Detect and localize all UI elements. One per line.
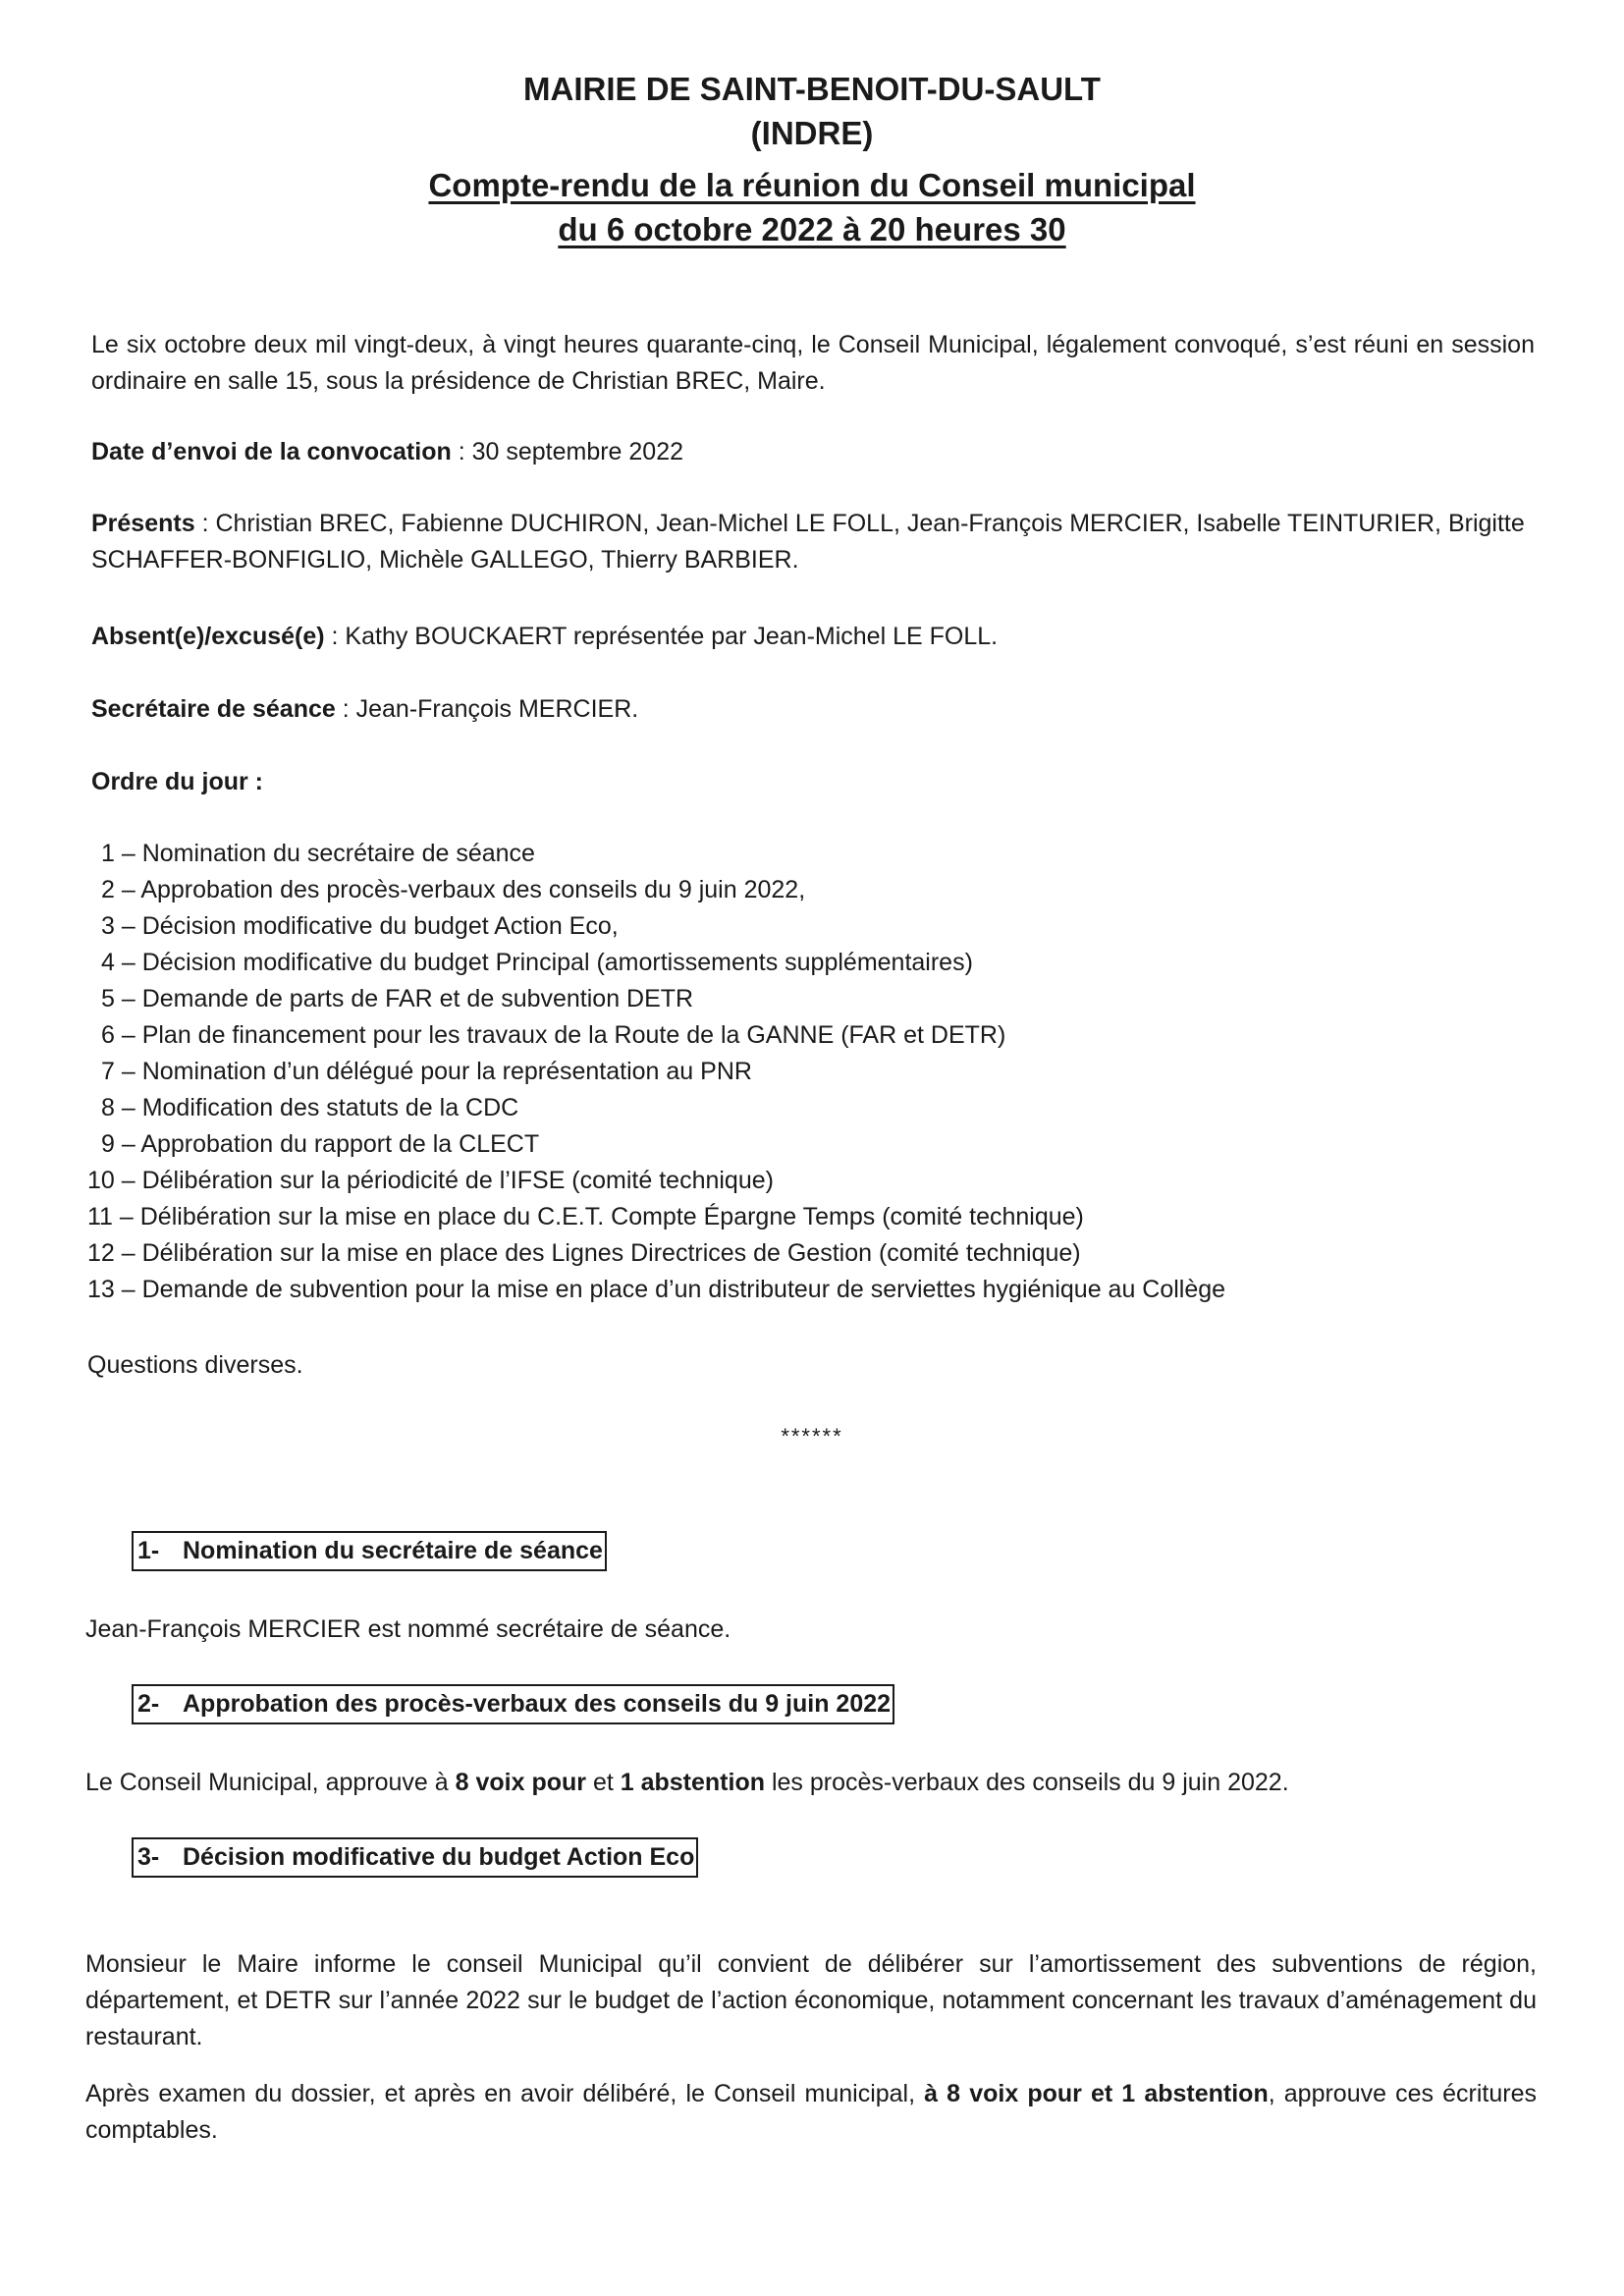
section-1-text: Jean-François MERCIER est nommé secrétaire de séance. — [85, 1615, 731, 1643]
report-date: du 6 octobre 2022 à 20 heures 30 — [558, 211, 1066, 247]
agenda-item: 1 – Nomination du secrétaire de séance — [101, 840, 535, 867]
absents-value: : Kathy BOUCKAERT représentée par Jean-Michel LE FOLL. — [324, 623, 999, 650]
presents-value: : Christian BREC, Fabienne DUCHIRON, Jean-Michel LE FOLL, Jean-François MERCIER, Isabelle TEINTURIER, Brigitte SCHAFFER-BONFIGLIO, Michèle GALLEGO, Thierry BARBIER. — [91, 510, 1525, 574]
secretaire-value: : Jean-François MERCIER. — [335, 695, 639, 723]
section-1-heading — [132, 1531, 607, 1571]
agenda-item: 11 – Délibération sur la mise en place du C.E.T. Compte Épargne Temps (comité technique) — [87, 1203, 1084, 1230]
text-run: , approuve ces écritures comptables. — [85, 2080, 1538, 2144]
vote-pour: 8 voix pour — [455, 1769, 586, 1796]
convocation-label: Date d’envoi de la convocation — [91, 438, 452, 465]
presents-label: Présents — [91, 510, 195, 537]
absents-label: Absent(e)/excusé(e) — [91, 623, 325, 650]
mairie-title: MAIRIE DE SAINT-BENOIT-DU-SAULT — [523, 71, 1101, 107]
section-2-text — [85, 1765, 1529, 1801]
text-run: Après examen du dossier, et après en avoir délibéré, le Conseil municipal, — [85, 2080, 925, 2107]
section-3-heading — [132, 1837, 698, 1878]
agenda-item: 9 – Approbation du rapport de la CLECT — [101, 1130, 540, 1158]
section-title: Décision modificative du budget Action Eco — [183, 1843, 695, 1871]
department-title: (INDRE) — [750, 115, 874, 151]
text-run: et — [586, 1769, 621, 1796]
convocation-value: : 30 septembre 2022 — [451, 438, 684, 465]
section-number: 2- — [137, 1690, 160, 1718]
agenda-item: 3 – Décision modificative du budget Action Eco, — [101, 912, 619, 940]
section-2-heading — [132, 1684, 894, 1724]
ordre-du-jour-label: Ordre du jour : — [91, 768, 263, 795]
absents-line — [91, 619, 1535, 655]
section-number: 3- — [137, 1843, 160, 1871]
questions-diverses: Questions diverses. — [87, 1351, 303, 1379]
secretaire-label: Secrétaire de séance — [91, 695, 336, 723]
section-number: 1- — [137, 1537, 160, 1564]
separator: ****** — [781, 1424, 843, 1449]
agenda-item: 6 – Plan de financement pour les travaux de la Route de la GANNE (FAR et DETR) — [101, 1021, 1006, 1049]
section-3-paragraph-2 — [85, 2076, 1537, 2149]
convocation-line — [91, 434, 1535, 470]
agenda-item: 5 – Demande de parts de FAR et de subvention DETR — [101, 985, 694, 1012]
agenda-item: 12 – Délibération sur la mise en place des Lignes Directrices de Gestion (comité technique) — [87, 1239, 1081, 1267]
intro-paragraph: Le six octobre deux mil vingt-deux, à vingt heures quarante-cinq, le Conseil Municipal, légalement convoqué, s’est réuni en session ordinaire en salle 15, sous la présidence de Christian BREC, Maire. — [91, 331, 1535, 395]
text-run: les procès-verbaux des conseils du 9 juin 2022. — [765, 1769, 1289, 1796]
agenda-item: 8 – Modification des statuts de la CDC — [101, 1094, 519, 1121]
agenda-item: 4 – Décision modificative du budget Principal (amortissements supplémentaires) — [101, 949, 973, 976]
section-title: Approbation des procès-verbaux des conseils du 9 juin 2022 — [183, 1690, 892, 1718]
agenda-item: 7 – Nomination d’un délégué pour la représentation au PNR — [101, 1058, 752, 1085]
agenda-item: 13 – Demande de subvention pour la mise en place d’un distributeur de serviettes hygiénique au Collège — [87, 1276, 1226, 1303]
vote-result: à 8 voix pour et 1 abstention — [924, 2080, 1269, 2107]
text-run: Le Conseil Municipal, approuve à — [85, 1769, 456, 1796]
secretaire-line — [91, 691, 1535, 728]
presents-paragraph — [91, 506, 1535, 578]
vote-abstention: 1 abstention — [620, 1769, 765, 1796]
section-3-paragraph-1: Monsieur le Maire informe le conseil Municipal qu’il convient de délibérer sur l’amortissement des subventions de région, département, et DETR sur l’année 2022 sur le budget de l’action économique, notamment concernant les travaux d’aménagement du restaurant. — [85, 1950, 1537, 2050]
report-title: Compte-rendu de la réunion du Conseil municipal — [428, 167, 1196, 203]
section-title: Nomination du secrétaire de séance — [183, 1537, 603, 1564]
agenda-item: 10 – Délibération sur la périodicité de l’IFSE (comité technique) — [87, 1167, 774, 1194]
agenda-item: 2 – Approbation des procès-verbaux des conseils du 9 juin 2022, — [101, 876, 806, 903]
